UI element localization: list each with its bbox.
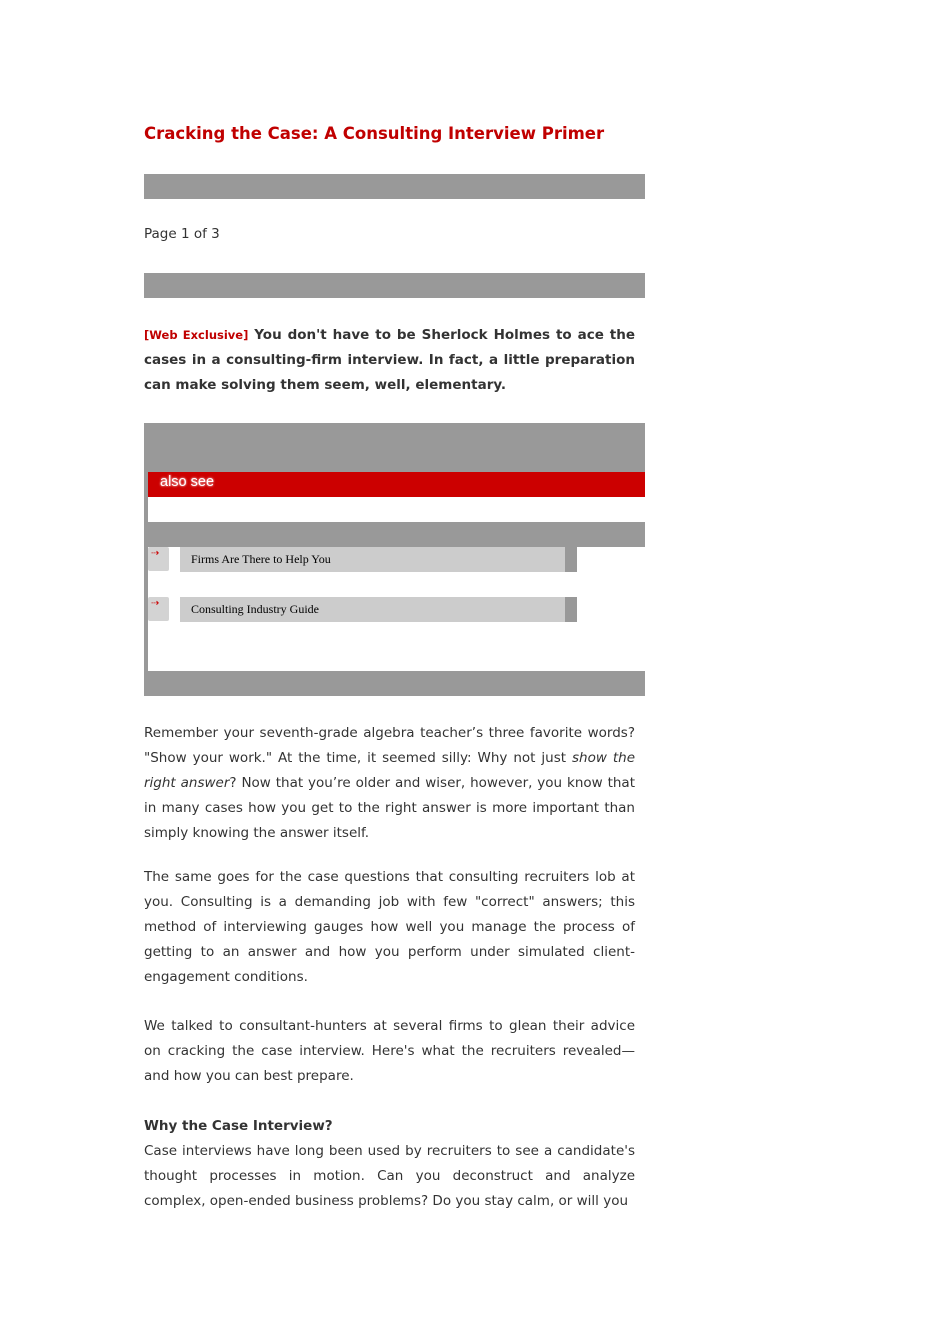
body-paragraph: Remember your seventh-grade algebra teacher’s three favorite words? "Show your work." At the time, it seemed silly: Why not just show the right answer? Now that you’re older and wiser, however, you know that in many cases how you get to the right answer is more important than simply knowing the answer itself.	[144, 725, 635, 841]
link-bar-cap	[565, 597, 577, 622]
divider-bar	[144, 174, 645, 199]
also-see-link[interactable]: Firms Are There to Help You	[180, 547, 565, 572]
section-heading: Why the Case Interview?	[144, 1118, 333, 1134]
body-paragraph: We talked to consultant-hunters at several firms to glean their advice on cracking the case interview. Here's what the recruiters revealed—and how you can best prepare.	[144, 1018, 635, 1084]
also-see-header	[148, 472, 645, 497]
intro-text: You don't have to be Sherlock Holmes to ace the cases in a consulting-firm interview. In fact, a little preparation can make solving them seem, well, elementary.	[144, 327, 635, 393]
page-indicator: Page 1 of 3	[144, 226, 220, 242]
arrow-icon: ⇢	[148, 547, 169, 571]
arrow-icon: ⇢	[148, 597, 169, 621]
also-see-panel	[148, 472, 645, 671]
also-see-heading: also see	[160, 474, 215, 490]
body-paragraph: The same goes for the case questions that consulting recruiters lob at you. Consulting is a demanding job with few "correct" answers; this method of interviewing gauges how well you manage the process of getting to an answer and how you perform under simulated client-engagement conditions.	[144, 869, 635, 985]
body-paragraph: Case interviews have long been used by recruiters to see a candidate's thought processes in motion. Can you deconstruct and analyze complex, open-ended business problems? Do you stay calm, or will you	[144, 1143, 635, 1209]
also-see-separator	[148, 522, 645, 547]
article-title: Cracking the Case: A Consulting Interview Primer	[144, 124, 605, 143]
article-intro	[144, 323, 635, 398]
also-see-item[interactable]	[148, 547, 577, 572]
web-exclusive-tag: [Web Exclusive]	[144, 328, 249, 342]
divider-bar	[144, 273, 645, 298]
also-see-link[interactable]: Consulting Industry Guide	[180, 597, 565, 622]
emphasis-text: show the right answer	[144, 750, 635, 791]
link-bar-cap	[565, 547, 577, 572]
also-see-item[interactable]	[148, 597, 577, 622]
also-see-box	[144, 423, 645, 696]
